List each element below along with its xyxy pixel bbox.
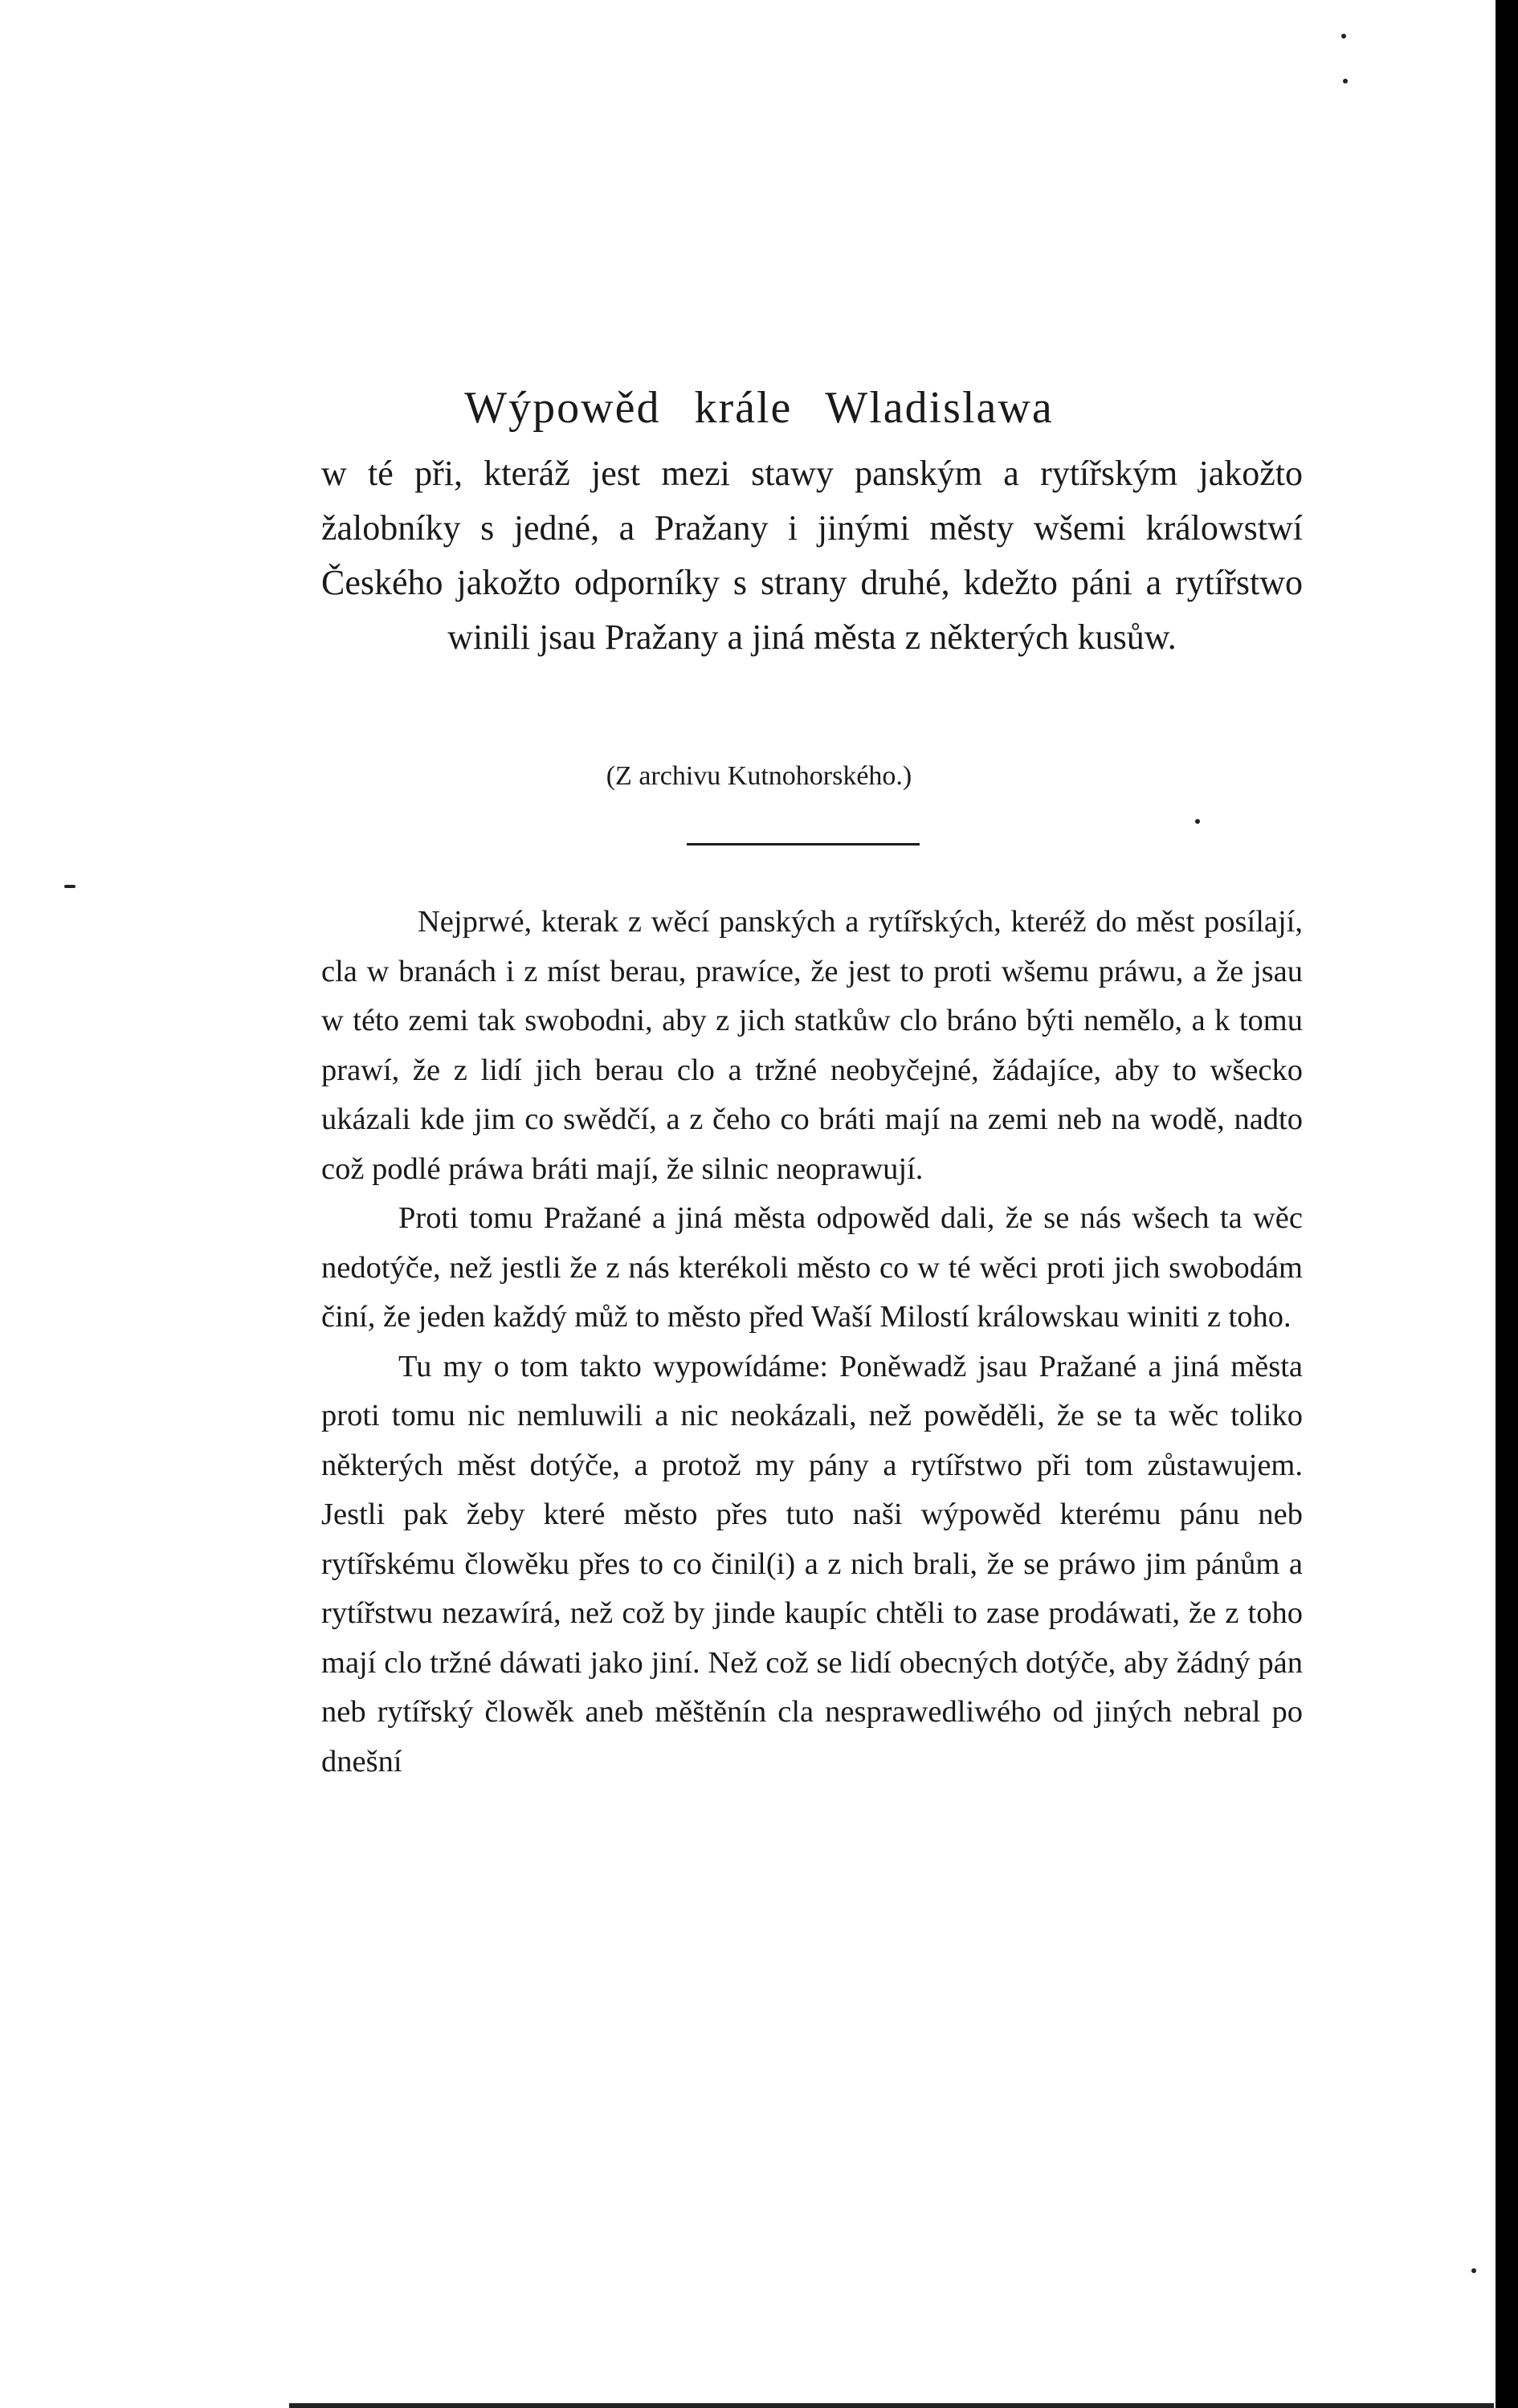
paragraph: Tu my o tom takto wypowídáme: Poněwadž jsau Pražané a jiná města proti tomu nic nemluwili a nic neokázali, než powěděli, že se ta wěc toliko některých měst dotýče, a protož my pány a rytířstwo při tom zůstawujem. Jestli pak žeby které město přes tuto naši wýpowěd kterému pánu neb rytířskému člowěku přes to co činil(i) a z nich brali, že se práwo jim pánům a rytířstwu nezawírá, než což by jinde kaupíc chtěli to zase prodáwati, že z toho mají clo tržné dáwati jako jiní. Než což se lidí obecných dotýče, aby žádný pán neb rytířský člowěk aneb měštěnín cla nesprawedliwého od jiných nebral po dnešní: [321, 1349, 1303, 1778]
scan-speck: [1471, 2268, 1476, 2273]
paragraph: Nejprwé, kterak z wěcí panských a rytířských, kteréž do měst posílají, cla w branách i z míst berau, prawíce, že jest to proti wšemu práwu, a že jsau w této zemi tak swobodni, aby z jich statkůw clo bráno býti nemělo, a k tomu prawí, že z lidí jich berau clo a tržné neobyčejné, žádajíce, aby to wšecko ukázali kde jim co swědčí, a z čeho co bráti mají na zemi neb na wodě, nadto což podlé práwa bráti mají, že silnic neoprawují.: [321, 905, 1303, 1186]
scan-edge-bottom: [289, 2403, 1494, 2408]
title-divider: [687, 843, 920, 845]
scan-edge-right: [1496, 0, 1518, 2408]
scan-speck: [1341, 34, 1346, 39]
scan-speck: [1195, 819, 1200, 824]
page-title: Wýpowěd krále Wladislawa: [464, 383, 1054, 433]
source-note: (Z archivu Kutnohorského.): [606, 761, 912, 791]
body-text: [321, 898, 1303, 1787]
paragraph: Proti tomu Pražané a jiná města odpowěd dali, že se nás wšech ta wěc nedotýče, než jestli že z nás kterékoli město co w té wěci proti jich swobodám činí, že jeden každý můž to město před Waší Milostí králowskau winiti z toho.: [321, 1201, 1303, 1334]
scan-speck: [64, 885, 75, 888]
page-subtitle: w té při, kteráž jest mezi stawy panským a rytířským jakožto žalobníky s jedné, a Pražany i jinými městy wšemi králowstwí Českého jakožto odporníky s strany druhé, kdežto páni a rytířstwo winili jsau Pražany a jiná města z některých kusůw.: [321, 454, 1303, 657]
scan-speck: [1343, 79, 1348, 84]
